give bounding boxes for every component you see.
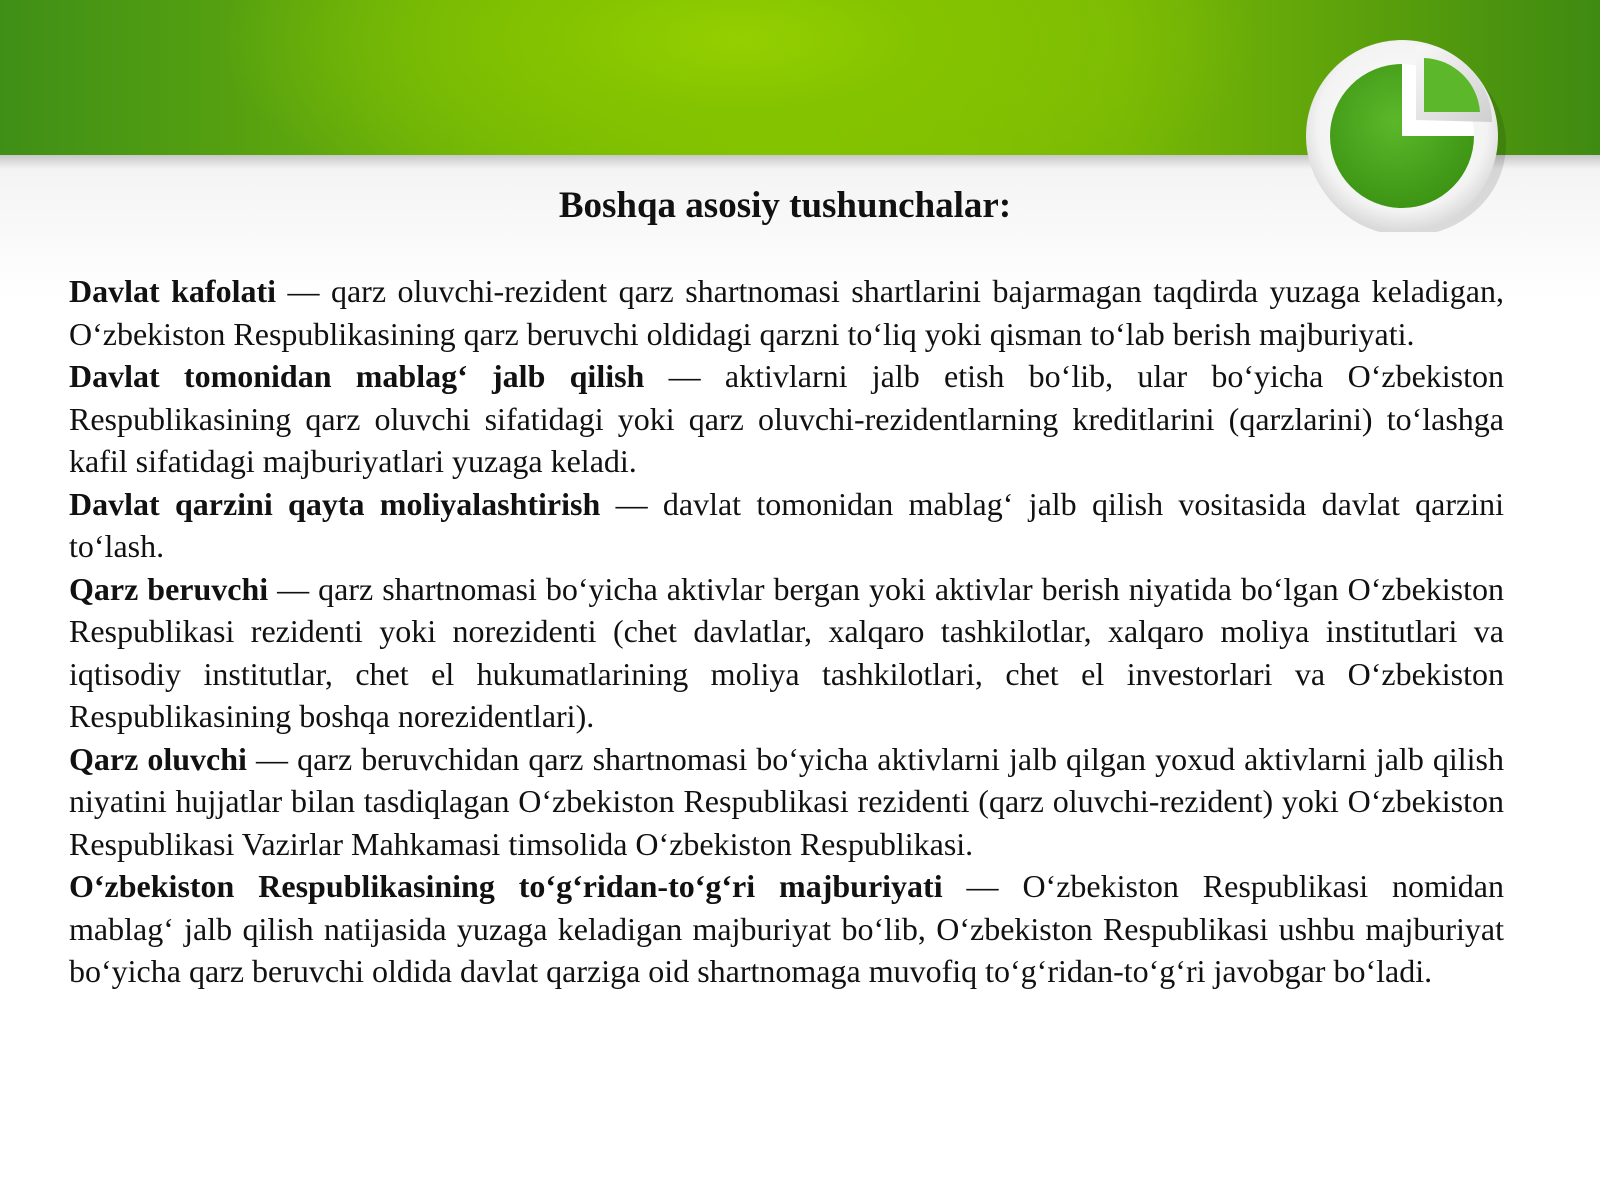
definition-item	[69, 355, 1504, 483]
definition-term: Qarz oluvchi	[69, 740, 247, 777]
definition-text: — qarz shartnomasi bo‘yicha aktivlar bergan yoki aktivlar berish niyatida bo‘lgan O‘zbekiston Respublikasi rezidenti yoki norezidenti (chet davlatlar, xalqaro tashkilotlar, xalqaro moliya institutlari va iqtisodiy institutlar, chet el hukumatlarining moliya tashkilotlari, chet el investorlari va O‘zbekiston Respublikasining boshqa norezidentlari).	[69, 570, 1505, 734]
definition-term: Qarz beruvchi	[69, 570, 269, 607]
slide-title: Boshqa asosiy tushunchalar:	[558, 185, 1012, 226]
definition-text: — aktivlarni jalb etish bo‘lib, ular bo‘yicha O‘zbekiston Respublikasining qarz oluvchi sifatidagi yoki qarz oluvchi-rezidentlarning kreditlarini (qarzlarini) to‘lashga kafil sifatidagi majburiyatlari yuzaga keladi.	[69, 358, 1504, 479]
definition-term: O‘zbekiston Respublikasining to‘g‘ridan-to‘g‘ri majburiyati	[69, 868, 943, 904]
definition-item	[69, 483, 1504, 568]
definition-term: Davlat tomonidan mablag‘ jalb qilish	[69, 358, 645, 394]
definitions-list	[69, 270, 1504, 993]
definition-term: Davlat kafolati	[69, 273, 277, 309]
definition-text: — O‘zbekiston Respublikasi nomidan mablag‘ jalb qilish natijasida yuzaga keladigan majburiyat bo‘lib, O‘zbekiston Respublikasi ushbu majburiyat bo‘yicha qarz beruvchi oldida davlat qarziga oid shartnomaga muvofiq to‘g‘ridan-to‘g‘ri javobgar bo‘ladi.	[69, 868, 1504, 989]
definition-text: — qarz oluvchi-rezident qarz shartnomasi shartlarini bajarmagan taqdirda yuzaga keladigan, O‘zbekiston Respublikasining qarz beruvchi oldidagi qarzni to‘liq yoki qisman to‘lab berish majburiyati.	[69, 273, 1505, 352]
definition-item	[69, 738, 1504, 866]
definition-item	[69, 865, 1504, 993]
definition-term: Davlat qarzini qayta moliyalashtirish	[69, 485, 601, 522]
definition-item	[69, 270, 1504, 355]
definition-text: — qarz beruvchidan qarz shartnomasi bo‘yicha aktivlarni jalb qilgan yoxud aktivlarni jalb qilish niyatini hujjatlar bilan tasdiqlagan O‘zbekiston Respublikasi rezidenti (qarz oluvchi-rezident) yoki O‘zbekiston Respublikasi Vazirlar Mahkamasi timsolida O‘zbekiston Respublikasi.	[69, 740, 1505, 862]
definition-text: — davlat tomonidan mablag‘ jalb qilish vositasida davlat qarzini to‘lash.	[69, 485, 1505, 564]
definition-item	[69, 568, 1504, 738]
